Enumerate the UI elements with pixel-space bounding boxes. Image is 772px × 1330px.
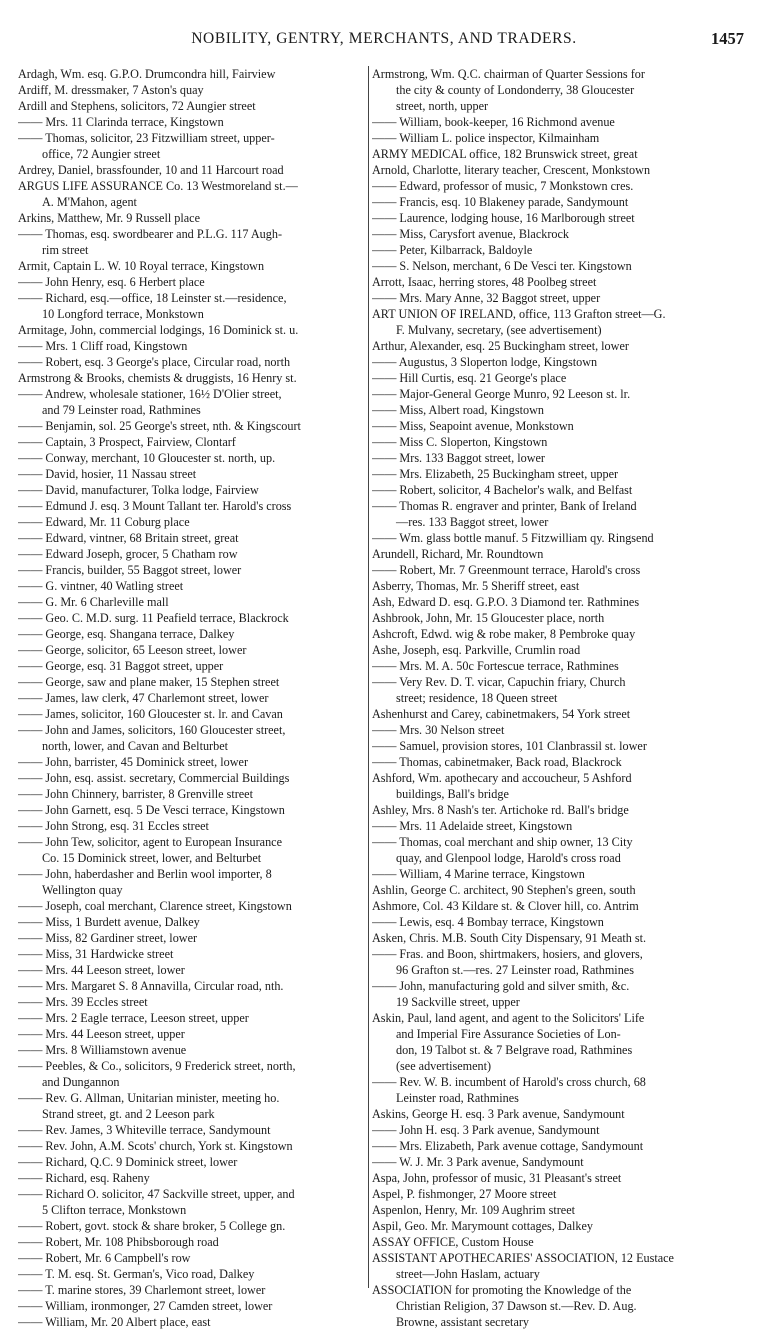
- directory-entry: —— Augustus, 3 Sloperton lodge, Kingstown: [372, 355, 598, 369]
- directory-entry: Ashe, Joseph, esq. Parkville, Crumlin road: [372, 643, 581, 657]
- directory-entry: —— Fras. and Boon, shirtmakers, hosiers, and glovers,: [372, 947, 643, 961]
- directory-entry: —— Mrs. Elizabeth, Park avenue cottage, Sandymount: [372, 1139, 644, 1153]
- directory-entry: —— T. M. esq. St. German's, Vico road, Dalkey: [18, 1267, 255, 1281]
- directory-entry: —— John Tew, solicitor, agent to European Insurance: [18, 835, 283, 849]
- directory-entry: Arrott, Isaac, herring stores, 48 Poolbeg street: [372, 275, 597, 289]
- directory-entry: —— Richard, esq.—office, 18 Leinster st.—residence,: [18, 291, 287, 305]
- directory-entry: —— Mrs. Margaret S. 8 Annavilla, Circular road, nth.: [18, 979, 284, 993]
- directory-entry: Askins, George H. esq. 3 Park avenue, Sandymount: [372, 1107, 625, 1121]
- directory-entry: —— Mrs. 39 Eccles street: [18, 995, 148, 1009]
- directory-entry: —— Mrs. 44 Leeson street, lower: [18, 963, 185, 977]
- directory-entry: —— Conway, merchant, 10 Gloucester st. north, up.: [18, 451, 276, 465]
- directory-entry: Co. 15 Dominick street, lower, and Belturbet: [42, 851, 262, 865]
- directory-entry: Armitage, John, commercial lodgings, 16 Dominick st. u.: [18, 323, 299, 337]
- directory-entry: F. Mulvany, secretary, (see advertisement): [396, 323, 602, 337]
- directory-entry: —— William, ironmonger, 27 Camden street, lower: [18, 1299, 273, 1313]
- directory-entry: street; residence, 18 Queen street: [396, 691, 558, 705]
- directory-entry: —— Robert, esq. 3 George's place, Circular road, north: [18, 355, 291, 369]
- directory-entry: —— Thomas, coal merchant and ship owner, 13 City: [372, 835, 633, 849]
- directory-entry: street—John Haslam, actuary: [396, 1267, 540, 1281]
- directory-entry: ASSOCIATION for promoting the Knowledge of the: [372, 1283, 632, 1297]
- directory-entry: —— Mrs. 44 Leeson street, upper: [18, 1027, 185, 1041]
- directory-entry: —— John Garnett, esq. 5 De Vesci terrace, Kingstown: [18, 803, 285, 817]
- directory-entry: —— Wm. glass bottle manuf. 5 Fitzwilliam qy. Ringsend: [372, 531, 654, 545]
- directory-entry: —— Francis, builder, 55 Baggot street, lower: [18, 563, 242, 577]
- directory-entry: Asberry, Thomas, Mr. 5 Sheriff street, east: [372, 579, 580, 593]
- directory-entry: —— Lewis, esq. 4 Bombay terrace, Kingstown: [372, 915, 604, 929]
- directory-entry: Aspa, John, professor of music, 31 Pleasant's street: [372, 1171, 622, 1185]
- directory-entry: —— John, haberdasher and Berlin wool importer, 8: [18, 867, 272, 881]
- directory-entry: ARGUS LIFE ASSURANCE Co. 13 Westmoreland st.—: [18, 179, 298, 193]
- directory-entry: —— James, solicitor, 160 Gloucester st. lr. and Cavan: [18, 707, 283, 721]
- directory-entry: Ashenhurst and Carey, cabinetmakers, 54 York street: [372, 707, 631, 721]
- directory-entry: —— Benjamin, sol. 25 George's street, nth. & Kingscourt: [18, 419, 301, 433]
- directory-entry: rim street: [42, 243, 89, 257]
- directory-entry: 19 Sackville street, upper: [396, 995, 520, 1009]
- directory-entry: —— Major-General George Munro, 92 Leeson st. lr.: [372, 387, 631, 401]
- left-column: [18, 66, 366, 1330]
- directory-entry: Christian Religion, 37 Dawson st.—Rev. D. Aug.: [396, 1299, 637, 1313]
- directory-entry: Armit, Captain L. W. 10 Royal terrace, Kingstown: [18, 259, 265, 273]
- directory-entry: Aspel, P. fishmonger, 27 Moore street: [372, 1187, 557, 1201]
- directory-entry: —— Miss, 1 Burdett avenue, Dalkey: [18, 915, 200, 929]
- directory-entry: ASSAY OFFICE, Custom House: [372, 1235, 534, 1249]
- directory-entry: —— Miss, Seapoint avenue, Monkstown: [372, 419, 574, 433]
- directory-entry: —— Geo. C. M.D. surg. 11 Peafield terrace, Blackrock: [18, 611, 289, 625]
- directory-entry: and Imperial Fire Assurance Societies of Lon-: [396, 1027, 621, 1041]
- directory-entry: Armstrong & Brooks, chemists & druggists, 16 Henry st.: [18, 371, 297, 385]
- directory-entry: Leinster road, Rathmines: [396, 1091, 519, 1105]
- directory-entry: Ashford, Wm. apothecary and accoucheur, 5 Ashford: [372, 771, 632, 785]
- directory-entry: —— Thomas, esq. swordbearer and P.L.G. 117 Augh-: [18, 227, 283, 241]
- directory-entry: —— David, manufacturer, Tolka lodge, Fairview: [18, 483, 259, 497]
- directory-entry: Ashlin, George C. architect, 90 Stephen's green, south: [372, 883, 636, 897]
- directory-entry: —— James, law clerk, 47 Charlemont street, lower: [18, 691, 269, 705]
- directory-entry: Ashcroft, Edwd. wig & robe maker, 8 Pembroke quay: [372, 627, 636, 641]
- directory-entry: quay, and Glenpool lodge, Harold's cross road: [396, 851, 621, 865]
- directory-entry: —— G. Mr. 6 Charleville mall: [18, 595, 169, 609]
- directory-entry: office, 72 Aungier street: [42, 147, 161, 161]
- directory-entry: —— Thomas, solicitor, 23 Fitzwilliam street, upper-: [18, 131, 275, 145]
- directory-entry: —— Robert, solicitor, 4 Bachelor's walk, and Belfast: [372, 483, 633, 497]
- directory-entry: —— Robert, Mr. 7 Greenmount terrace, Harold's cross: [372, 563, 641, 577]
- directory-entry: —— Richard, Q.C. 9 Dominick street, lower: [18, 1155, 238, 1169]
- directory-entry: —— John, barrister, 45 Dominick street, lower: [18, 755, 249, 769]
- directory-entry: 10 Longford terrace, Monkstown: [42, 307, 204, 321]
- directory-entry: —— John, manufacturing gold and silver smith, &c.: [372, 979, 630, 993]
- directory-entry: ASSISTANT APOTHECARIES' ASSOCIATION, 12 Eustace: [372, 1251, 674, 1265]
- directory-entry: and 79 Leinster road, Rathmines: [42, 403, 201, 417]
- directory-entry: —— W. J. Mr. 3 Park avenue, Sandymount: [372, 1155, 584, 1169]
- directory-entry: A. M'Mahon, agent: [42, 195, 137, 209]
- directory-entry: —— Samuel, provision stores, 101 Clanbrassil st. lower: [372, 739, 647, 753]
- directory-entry: —— Thomas R. engraver and printer, Bank of Ireland: [372, 499, 637, 513]
- directory-entry: —— Edward, vintner, 68 Britain street, great: [18, 531, 239, 545]
- directory-entry: Ardill and Stephens, solicitors, 72 Aungier street: [18, 99, 256, 113]
- running-title: NOBILITY, GENTRY, MERCHANTS, AND TRADERS.: [191, 30, 577, 47]
- directory-entry: ARMY MEDICAL office, 182 Brunswick street, great: [372, 147, 638, 161]
- directory-entry: Ashley, Mrs. 8 Nash's ter. Artichoke rd. Ball's bridge: [372, 803, 629, 817]
- directory-entry: —— John Chinnery, barrister, 8 Grenville street: [18, 787, 253, 801]
- directory-entry: —— John Henry, esq. 6 Herbert place: [18, 275, 205, 289]
- directory-entry: —— George, solicitor, 65 Leeson street, lower: [18, 643, 247, 657]
- directory-entry: —— Rev. John, A.M. Scots' church, York st. Kingstown: [18, 1139, 293, 1153]
- directory-entry: —— Robert, govt. stock & share broker, 5 College gn.: [18, 1219, 286, 1233]
- directory-entry: Aspil, Geo. Mr. Marymount cottages, Dalkey: [372, 1219, 594, 1233]
- directory-entry: Arnold, Charlotte, literary teacher, Crescent, Monkstown: [372, 163, 651, 177]
- directory-entry: —— Miss, Albert road, Kingstown: [372, 403, 544, 417]
- directory-entry: —— Miss, Carysfort avenue, Blackrock: [372, 227, 569, 241]
- directory-entry: —— George, esq. Shangana terrace, Dalkey: [18, 627, 235, 641]
- directory-entry: —— Mrs. 133 Baggot street, lower: [372, 451, 545, 465]
- directory-entry: street, north, upper: [396, 99, 489, 113]
- directory-entry: —— Rev. James, 3 Whiteville terrace, Sandymount: [18, 1123, 271, 1137]
- directory-entry: —— Peter, Kilbarrack, Baldoyle: [372, 243, 533, 257]
- right-column: [372, 66, 752, 1330]
- column-divider: [368, 66, 369, 1288]
- directory-entry: —— John and James, solicitors, 160 Gloucester street,: [18, 723, 286, 737]
- directory-entry: —— Edward Joseph, grocer, 5 Chatham row: [18, 547, 238, 561]
- directory-entry: —— Edmund J. esq. 3 Mount Tallant ter. Harold's cross: [18, 499, 292, 513]
- directory-entry: Ashbrook, John, Mr. 15 Gloucester place, north: [372, 611, 605, 625]
- page-header: [24, 30, 744, 56]
- directory-entry: —— Rev. W. B. incumbent of Harold's cross church, 68: [372, 1075, 646, 1089]
- directory-entry: Asken, Chris. M.B. South City Dispensary, 91 Meath st.: [372, 931, 647, 945]
- directory-entry: —— Robert, Mr. 6 Campbell's row: [18, 1251, 191, 1265]
- directory-entry: —— William, Mr. 20 Albert place, east: [18, 1315, 211, 1329]
- directory-entry: buildings, Ball's bridge: [396, 787, 509, 801]
- directory-entry: —— Mrs. M. A. 50c Fortescue terrace, Rathmines: [372, 659, 619, 673]
- directory-entry: —— Very Rev. D. T. vicar, Capuchin friary, Church: [372, 675, 626, 689]
- directory-entry: —— Laurence, lodging house, 16 Marlborough street: [372, 211, 635, 225]
- directory-entry: —— George, esq. 31 Baggot street, upper: [18, 659, 224, 673]
- directory-entry: Strand street, gt. and 2 Leeson park: [42, 1107, 215, 1121]
- directory-entry: —— Joseph, coal merchant, Clarence street, Kingstown: [18, 899, 292, 913]
- directory-entry: —— Captain, 3 Prospect, Fairview, Clontarf: [18, 435, 236, 449]
- directory-entry: —— Mrs. Elizabeth, 25 Buckingham street, upper: [372, 467, 619, 481]
- directory-entry: Armstrong, Wm. Q.C. chairman of Quarter Sessions for: [372, 67, 645, 81]
- directory-entry: don, 19 Talbot st. & 7 Belgrave road, Rathmines: [396, 1043, 633, 1057]
- directory-entry: and Dungannon: [42, 1075, 120, 1089]
- directory-entry: the city & county of Londonderry, 38 Gloucester: [396, 83, 635, 97]
- directory-entry: —— Mrs. 11 Adelaide street, Kingstown: [372, 819, 573, 833]
- directory-entry: —— Miss C. Sloperton, Kingstown: [372, 435, 548, 449]
- directory-entry: —— Francis, esq. 10 Blakeney parade, Sandymount: [372, 195, 629, 209]
- directory-entry: —— S. Nelson, merchant, 6 De Vesci ter. Kingstown: [372, 259, 632, 273]
- directory-entry: —res. 133 Baggot street, lower: [396, 515, 549, 529]
- directory-entry: —— John, esq. assist. secretary, Commercial Buildings: [18, 771, 290, 785]
- directory-entry: —— Hill Curtis, esq. 21 George's place: [372, 371, 567, 385]
- directory-entry: —— T. marine stores, 39 Charlemont street, lower: [18, 1283, 266, 1297]
- directory-entry: —— William, 4 Marine terrace, Kingstown: [372, 867, 585, 881]
- directory-entry: —— Mrs. 1 Cliff road, Kingstown: [18, 339, 188, 353]
- directory-entry: Ardagh, Wm. esq. G.P.O. Drumcondra hill, Fairview: [18, 67, 276, 81]
- directory-entry: —— Richard O. solicitor, 47 Sackville street, upper, and: [18, 1187, 295, 1201]
- directory-entry: Arthur, Alexander, esq. 25 Buckingham street, lower: [372, 339, 629, 353]
- directory-entry: Askin, Paul, land agent, and agent to the Solicitors' Life: [372, 1011, 645, 1025]
- directory-entry: —— Edward, Mr. 11 Coburg place: [18, 515, 190, 529]
- directory-entry: (see advertisement): [396, 1059, 492, 1073]
- directory-entry: Arundell, Richard, Mr. Roundtown: [372, 547, 544, 561]
- directory-entry: Ardiff, M. dressmaker, 7 Aston's quay: [18, 83, 204, 97]
- directory-entry: —— George, saw and plane maker, 15 Stephen street: [18, 675, 280, 689]
- directory-entry: —— Robert, Mr. 108 Phibsborough road: [18, 1235, 219, 1249]
- directory-entry: 96 Grafton st.—res. 27 Leinster road, Rathmines: [396, 963, 634, 977]
- directory-entry: —— David, hosier, 11 Nassau street: [18, 467, 197, 481]
- directory-entry: —— Edward, professor of music, 7 Monkstown cres.: [372, 179, 634, 193]
- directory-entry: —— G. vintner, 40 Watling street: [18, 579, 184, 593]
- directory-entry: —— Miss, 31 Hardwicke street: [18, 947, 174, 961]
- directory-entry: —— Miss, 82 Gardiner street, lower: [18, 931, 198, 945]
- directory-entry: Wellington quay: [42, 883, 123, 897]
- directory-entry: —— John H. esq. 3 Park avenue, Sandymount: [372, 1123, 600, 1137]
- directory-entry: Browne, assistant secretary: [396, 1315, 530, 1329]
- directory-entry: —— Rev. G. Allman, Unitarian minister, meeting ho.: [18, 1091, 280, 1105]
- directory-entry: —— Mrs. 30 Nelson street: [372, 723, 505, 737]
- page-number: 1457: [711, 29, 744, 48]
- directory-entry: —— William, book-keeper, 16 Richmond avenue: [372, 115, 615, 129]
- directory-entry: 5 Clifton terrace, Monkstown: [42, 1203, 187, 1217]
- directory-entry: —— Mrs. 11 Clarinda terrace, Kingstown: [18, 115, 224, 129]
- directory-entry: —— Mrs. 2 Eagle terrace, Leeson street, upper: [18, 1011, 249, 1025]
- directory-entry: —— Mrs. 8 Williamstown avenue: [18, 1043, 187, 1057]
- directory-entry: Arkins, Matthew, Mr. 9 Russell place: [18, 211, 200, 225]
- directory-entry: —— Mrs. Mary Anne, 32 Baggot street, upper: [372, 291, 601, 305]
- directory-entry: Ashmore, Col. 43 Kildare st. & Clover hill, co. Antrim: [372, 899, 639, 913]
- directory-entry: Aspenlon, Henry, Mr. 109 Aughrim street: [372, 1203, 575, 1217]
- directory-entry: —— Richard, esq. Raheny: [18, 1171, 150, 1185]
- directory-entry: —— Peebles, & Co., solicitors, 9 Frederick street, north,: [18, 1059, 296, 1073]
- directory-entry: —— Thomas, cabinetmaker, Back road, Blackrock: [372, 755, 622, 769]
- directory-entry: Ardrey, Daniel, brassfounder, 10 and 11 Harcourt road: [18, 163, 284, 177]
- directory-entry: ART UNION OF IRELAND, office, 113 Grafton street—G.: [372, 307, 666, 321]
- directory-entry: north, lower, and Cavan and Belturbet: [42, 739, 228, 753]
- directory-entry: Ash, Edward D. esq. G.P.O. 3 Diamond ter. Rathmines: [372, 595, 640, 609]
- directory-entry: —— John Strong, esq. 31 Eccles street: [18, 819, 209, 833]
- directory-entry: —— William L. police inspector, Kilmainham: [372, 131, 600, 145]
- directory-entry: —— Andrew, wholesale stationer, 16½ D'Olier street,: [18, 387, 282, 401]
